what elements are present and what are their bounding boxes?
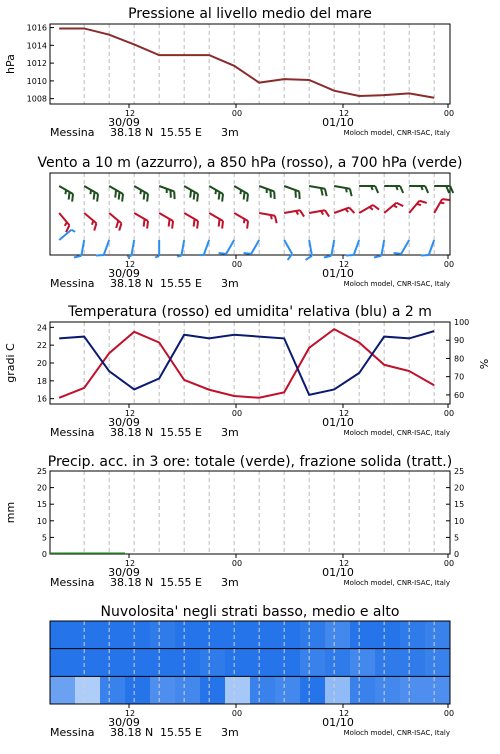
model-credit: Moloch model, CNR-ISAC, Italy [344,129,450,137]
location-name: Messina [50,277,95,290]
time-tick-label: 12 [339,260,349,269]
barb-flag [195,194,201,202]
panel-title: Vento a 10 m (azzurro), a 850 hPa (rosso), a 700 hPa (verde) [37,155,462,171]
wind-barb-700-hpa [333,186,353,196]
wind-barb-700-hpa [56,186,76,202]
barb-half-flag [265,189,268,193]
wind-barb-700-hpa [308,186,328,196]
time-tick-label: 12 [339,409,349,418]
location-name: Messina [50,126,95,139]
time-tick-label: 00 [444,559,454,568]
wind-barb-10-m [324,239,334,259]
location-lon: 15.55 E [160,576,202,589]
wind-barb-850-hpa [156,213,176,229]
cloud-cell-basso [400,676,426,704]
time-tick-label: 00 [444,709,454,718]
barb-half-flag [139,190,142,194]
cloud-cell-alto [250,621,276,649]
barb-flag [96,253,104,258]
barb-flag [396,201,403,208]
location-alt: 3m [221,426,239,439]
wind-barb-700-hpa [157,186,177,199]
barb-shaft [429,240,434,255]
barb-flag [274,216,278,223]
panel-5 [50,604,454,739]
cloud-cell-medio [75,649,101,677]
cloud-cell-medio [300,649,326,677]
cloud-cell-alto [425,621,451,649]
wind-barb-850-hpa [54,213,72,232]
y-tick-label: 25 [37,467,47,476]
barb-flag [170,221,176,229]
y-tick-label-right: 0 [454,550,459,559]
barb-half-flag [396,186,398,190]
time-tick-label: 00 [444,109,454,118]
time-tick-label: 12 [125,559,135,568]
wind-barb-10-m [219,237,235,257]
wind-barb-850-hpa [309,210,329,220]
y-tick-label: 1012 [27,59,47,68]
barb-half-flag [417,203,421,207]
time-tick-label: 00 [232,709,242,718]
barb-half-flag [165,189,168,193]
y-axis-label-right: % [478,359,491,369]
plot-frame [50,322,450,404]
model-credit: Moloch model, CNR-ISAC, Italy [344,729,450,737]
wind-barb-850-hpa [434,197,450,217]
wind-barb-700-hpa [131,186,151,202]
wind-barb-850-hpa [181,213,201,229]
barb-half-flag [89,190,92,194]
barb-flag [324,189,328,196]
barb-shaft [184,213,198,221]
y-tick-label: 22 [37,341,47,350]
barb-half-flag [91,221,95,225]
y-tick-label: 0 [42,550,47,559]
temperature-line [59,329,434,398]
barb-flag [95,194,101,202]
wind-barb-700-hpa [282,186,302,199]
time-tick-label: 00 [232,109,242,118]
barb-flag [346,253,354,258]
wind-barb-700-hpa [81,186,101,202]
wind-barb-850-hpa [131,213,151,229]
y-tick-label-right: 90 [454,336,464,345]
cloud-cell-alto [225,621,251,649]
model-credit: Moloch model, CNR-ISAC, Italy [344,429,450,437]
y-tick-label: 1008 [27,95,47,104]
precip-bar [50,553,75,555]
y-tick-label: 1010 [27,77,47,86]
y-tick-label: 1014 [27,41,47,50]
y-tick-label-right: 70 [454,373,464,382]
cloud-cell-basso [325,676,351,704]
location-lon: 15.55 E [160,277,202,290]
barb-shaft [284,186,299,191]
barb-shaft [309,186,325,189]
wind-barb-850-hpa [105,213,124,231]
y-axis-label: hPa [4,54,17,74]
time-tick-label: 12 [125,260,135,269]
barb-shaft [59,230,71,240]
barb-shaft [59,213,69,225]
barb-half-flag [155,256,159,258]
location-lon: 15.55 E [160,726,202,739]
y-tick-label-right: 100 [454,318,469,327]
time-tick-label: 12 [125,109,135,118]
cloud-cell-medio [350,649,376,677]
location-name: Messina [50,426,95,439]
time-tick-label: 00 [444,409,454,418]
cloud-cell-basso [425,676,451,704]
date-label: 01/10 [322,267,354,280]
wind-barb-700-hpa [359,186,378,193]
location-lon: 15.55 E [160,426,202,439]
barb-flag [272,191,277,199]
wind-barb-850-hpa [206,213,226,229]
cloud-cell-alto [300,621,326,649]
panel-title: Temperatura (rosso) ed umidita' relativa (blu) a 2 m [67,304,432,320]
barb-shaft [104,240,109,255]
barb-flag [373,204,379,212]
location-alt: 3m [221,576,239,589]
barb-flag [425,186,428,193]
wind-barb-10-m [199,239,209,257]
y-tick-label: 18 [37,377,47,386]
location-alt: 3m [221,277,239,290]
barb-flag [219,250,227,256]
date-label: 01/10 [322,566,354,579]
barb-flag [349,189,353,196]
y-axis-label: mm [4,502,17,523]
cloud-cell-basso [375,676,401,704]
date-label: 01/10 [322,416,354,429]
model-credit: Moloch model, CNR-ISAC, Italy [344,280,450,288]
wind-barb-10-m [74,239,84,259]
barb-shaft [209,213,223,221]
barb-flag [244,250,252,256]
barb-shaft [159,213,173,221]
barb-shaft [384,203,396,213]
barb-flag [349,207,354,215]
barb-flag [446,186,449,193]
y-tick-label: 20 [37,484,47,493]
cloud-cell-alto [200,621,226,649]
barb-shaft [354,240,359,255]
cloud-cell-alto [400,621,426,649]
cloud-cell-medio [250,649,276,677]
barb-shaft [226,240,234,254]
y-tick-label-right: 60 [454,391,464,400]
date-label: 30/09 [108,116,140,129]
y-tick-label: 24 [37,323,47,332]
location-alt: 3m [221,126,239,139]
wind-barb-10-m [374,239,384,259]
barb-flag [400,186,403,193]
barb-shaft [234,213,248,221]
cloud-cell-medio [175,649,201,677]
barb-shaft [84,213,96,223]
cloud-cell-alto [375,621,401,649]
cloud-cell-basso [175,676,201,704]
wind-barb-700-hpa [257,186,277,199]
cloud-cell-alto [100,621,126,649]
wind-barb-700-hpa [384,186,403,193]
y-tick-label: 20 [37,359,47,368]
panel-4 [4,454,464,589]
cloud-cell-basso [75,676,101,704]
cloud-cell-basso [100,676,126,704]
date-label: 01/10 [322,716,354,729]
date-label: 30/09 [108,566,140,579]
time-tick-label: 12 [339,109,349,118]
wind-barb-700-hpa [409,186,428,193]
y-tick-label-right: 20 [454,484,464,493]
barb-shaft [334,186,350,189]
date-label: 01/10 [322,116,354,129]
panel-1 [4,6,454,139]
barb-flag [245,194,251,202]
barb-half-flag [421,186,423,190]
barb-flag [442,197,450,203]
wind-barb-10-m [244,237,260,257]
cloud-cell-basso [250,676,276,704]
cloud-cell-medio [125,649,151,677]
cloud-cell-basso [150,676,176,704]
cloud-cell-medio [100,649,126,677]
barb-shaft [434,199,442,213]
y-tick-label: 5 [42,533,47,542]
location-name: Messina [50,726,95,739]
time-tick-label: 12 [125,709,135,718]
barb-flag [450,186,453,193]
location-lat: 38.18 N [110,126,153,139]
date-label: 30/09 [108,716,140,729]
cloud-cell-basso [350,676,376,704]
location-lon: 15.55 E [160,126,202,139]
y-tick-label: 16 [37,395,47,404]
plot-frame [50,471,450,554]
location-name: Messina [50,576,95,589]
barb-half-flag [239,190,242,194]
cloud-cell-alto [125,621,151,649]
cloud-cell-alto [175,621,201,649]
barb-flag [172,191,177,199]
cloud-cell-alto [150,621,176,649]
cloud-cell-medio [225,649,251,677]
wind-barb-700-hpa [206,186,226,202]
cloud-cell-medio [50,649,76,677]
wind-barb-10-m [302,240,312,260]
time-tick-label: 00 [232,409,242,418]
y-axis-label: gradi C [4,343,17,383]
location-lat: 38.18 N [110,426,153,439]
barb-shaft [284,240,292,254]
barb-flag [145,194,151,202]
wind-barb-850-hpa [284,210,304,220]
time-tick-label: 00 [444,260,454,269]
model-credit: Moloch model, CNR-ISAC, Italy [344,579,450,587]
cloud-cell-basso [125,676,151,704]
cloud-cell-medio [425,649,451,677]
panel-title: Nuvolosita' negli strati basso, medio e alto [101,604,400,620]
barb-shaft [109,213,121,223]
barb-flag [305,256,312,260]
barb-half-flag [71,229,75,233]
location-lat: 38.18 N [110,277,153,290]
cloud-cell-medio [150,649,176,677]
barb-flag [195,221,201,229]
wind-barb-850-hpa [80,213,99,231]
wind-barb-10-m [278,240,294,260]
barb-shaft [204,240,209,255]
y-tick-label-right: 15 [454,500,464,509]
date-label: 30/09 [108,416,140,429]
wind-barb-850-hpa [334,207,354,220]
barb-flag [220,194,226,202]
wind-barb-850-hpa [231,213,251,229]
panel-3 [4,304,491,439]
wind-barb-700-hpa [231,186,251,202]
cloud-cell-alto [350,621,376,649]
barb-flag [70,194,76,202]
wind-barb-850-hpa [384,201,403,219]
panel-2 [37,155,462,290]
wind-barb-700-hpa [181,186,201,202]
barb-half-flag [243,219,246,223]
barb-flag [421,253,429,258]
wind-barb-850-hpa [258,213,278,223]
location-lat: 38.18 N [110,576,153,589]
y-tick-label: 10 [37,517,47,526]
cloud-cell-medio [400,649,426,677]
wind-barb-700-hpa [106,186,126,202]
cloud-cell-basso [300,676,326,704]
barb-flag [120,194,126,202]
y-tick-label-right: 25 [454,467,464,476]
cloud-cell-basso [275,676,301,704]
barb-half-flag [371,186,373,190]
precip-bar [100,553,125,555]
barb-flag [220,221,226,229]
wind-barb-850-hpa [359,204,379,220]
barb-half-flag [214,190,217,194]
cloud-cell-medio [375,649,401,677]
time-tick-label: 00 [232,260,242,269]
panel-title: Pressione al livello medio del mare [128,6,372,22]
barb-half-flag [64,190,67,194]
location-alt: 3m [221,726,239,739]
time-tick-label: 12 [339,709,349,718]
cloud-cell-alto [50,621,76,649]
cloud-cell-medio [275,649,301,677]
humidity-line [59,331,434,395]
cloud-cell-alto [325,621,351,649]
time-tick-label: 12 [125,409,135,418]
barb-flag [394,250,402,256]
cloud-cell-medio [325,649,351,677]
cloud-cell-basso [200,676,226,704]
y-tick-label-right: 10 [454,517,464,526]
y-tick-label: 1016 [27,24,47,33]
time-tick-label: 00 [232,559,242,568]
barb-shaft [401,240,409,254]
barb-flag [245,221,251,229]
time-tick-label: 12 [339,559,349,568]
location-lat: 38.18 N [110,726,153,739]
cloud-cell-alto [275,621,301,649]
y-tick-label-right: 80 [454,354,464,363]
barb-half-flag [440,201,444,204]
y-tick-label: 15 [37,500,47,509]
barb-shaft [134,213,148,221]
pressure-line [59,28,434,97]
wind-barb-850-hpa [409,198,427,217]
barb-shaft [409,201,419,213]
barb-shaft [251,240,259,254]
barb-flag [145,221,151,229]
cloud-cell-medio [200,649,226,677]
barb-flag [325,210,329,217]
wind-barb-10-m [394,237,410,257]
cloud-cell-basso [225,676,251,704]
date-label: 30/09 [108,267,140,280]
cloud-cell-alto [75,621,101,649]
barb-half-flag [199,254,203,257]
barb-flag [375,186,378,193]
barb-shaft [259,213,275,216]
cloud-cell-basso [50,676,76,704]
barb-flag [297,191,302,199]
y-tick-label-right: 5 [454,533,459,542]
panel-title: Precip. acc. in 3 ore: totale (verde), frazione solida (tratt.) [48,454,452,470]
precip-bar [75,553,100,555]
barb-flag [300,210,304,217]
